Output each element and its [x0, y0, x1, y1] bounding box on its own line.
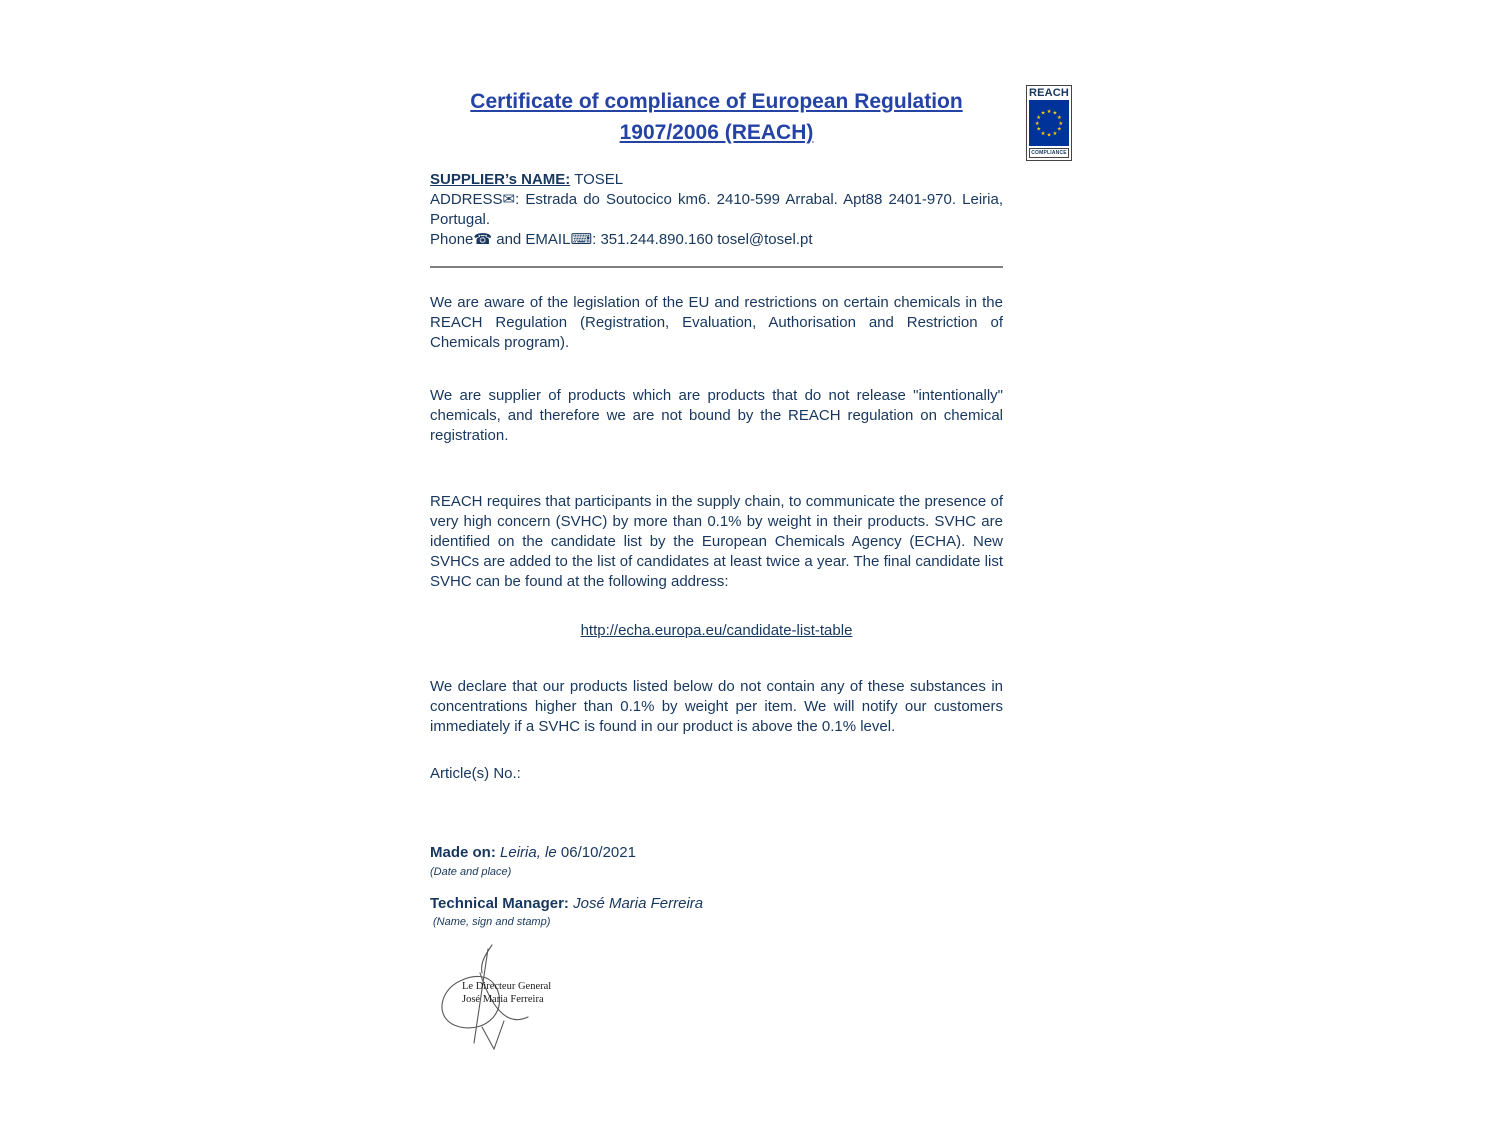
- technical-manager-line: [430, 894, 1003, 914]
- technical-manager-label: Technical Manager:: [430, 895, 569, 912]
- address-value: : Estrada do Soutocico km6. 2410-599 Arrabal. Apt88 2401-970. Leiria, Portugal.: [430, 191, 1003, 228]
- paragraph-svhc-requirements: REACH requires that participants in the supply chain, to communicate the presence of very high concern (SVHC) by more than 0.1% by weight in their products. SVHC are identified on the candidate list by the European Chemicals Agency (ECHA). New SVHCs are added to the list of candidates at least twice a year. The final candidate list SVHC can be found at the following address:: [430, 493, 1003, 590]
- divider-rule: [430, 266, 1003, 268]
- document-title: [430, 86, 1003, 148]
- svg-text:★: ★: [1056, 126, 1062, 133]
- made-on-label: Made on:: [430, 844, 496, 861]
- svg-text:★: ★: [1058, 120, 1064, 127]
- svg-text:★: ★: [1040, 131, 1046, 138]
- computer-icon: ⌨: [570, 231, 593, 248]
- svg-text:★: ★: [1036, 126, 1042, 133]
- reach-compliance-logo: [1026, 85, 1072, 161]
- contact-value: : 351.244.890.160 tosel@tosel.pt: [592, 231, 813, 248]
- svg-text:★: ★: [1052, 131, 1058, 138]
- stamp-text: [462, 980, 551, 1006]
- title-line-1: Certificate of compliance of European Regulation: [470, 90, 963, 113]
- svg-text:★: ★: [1034, 120, 1040, 127]
- candidate-list-link[interactable]: http://echa.europa.eu/candidate-list-table: [580, 622, 853, 639]
- paragraph-reach-awareness: We are aware of the legislation of the EU and restrictions on certain chemicals in the REACH Regulation (Registration, Evaluation, Authorisation and Restriction of Chemicals program).: [430, 294, 1003, 351]
- address-label: ADDRESS: [430, 191, 503, 208]
- eu-flag-icon: [1029, 100, 1069, 146]
- svg-text:★: ★: [1046, 109, 1052, 115]
- phone-label: Phone: [430, 231, 474, 248]
- article-number-line: Article(s) No.:: [430, 765, 521, 782]
- date-place-caption: (Date and place): [430, 866, 512, 878]
- reach-logo-compliance-label: COMPLIANCE: [1029, 148, 1069, 158]
- svg-text:★: ★: [1036, 114, 1042, 121]
- supplier-name-line: [430, 170, 1003, 190]
- supplier-name-value: TOSEL: [570, 171, 624, 188]
- supplier-address-line: [430, 190, 1003, 230]
- stamp-line-1: Le Directeur General: [462, 981, 552, 992]
- stamp-line-2: José Maria Ferreira: [462, 994, 544, 1005]
- phone-icon: ☎: [473, 231, 493, 248]
- paragraph-supplier-statement: We are supplier of products which are products that do not release "intentionally" chemicals, and therefore we are not bound by the REACH regulation on chemical registration.: [430, 387, 1003, 444]
- svg-text:★: ★: [1046, 132, 1052, 139]
- technical-manager-name: José Maria Ferreira: [568, 895, 704, 912]
- sign-stamp-caption: (Name, sign and stamp): [433, 916, 551, 928]
- reach-logo-title: REACH: [1028, 87, 1070, 99]
- title-line-2: 1907/2006 (REACH): [619, 121, 814, 144]
- made-on-date: 06/10/2021: [556, 844, 636, 861]
- candidate-list-link-line: [430, 621, 1003, 641]
- supplier-info: [430, 170, 1003, 250]
- made-on-place: Leiria, le: [495, 844, 557, 861]
- paragraph-declaration: We declare that our products listed below do not contain any of these substances in concentrations higher than 0.1% by weight per item. We will notify our customers immediately if a SVHC is found in our product is above the 0.1% level.: [430, 678, 1003, 735]
- email-label: and EMAIL: [492, 231, 571, 248]
- made-on-line: [430, 843, 1003, 863]
- svg-text:★: ★: [1040, 110, 1046, 117]
- supplier-contact-line: [430, 230, 1003, 250]
- svg-text:★: ★: [1052, 110, 1058, 117]
- svg-text:★: ★: [1056, 114, 1062, 121]
- envelope-icon: ✉: [502, 191, 516, 208]
- supplier-name-label: SUPPLIER’s NAME:: [430, 171, 571, 188]
